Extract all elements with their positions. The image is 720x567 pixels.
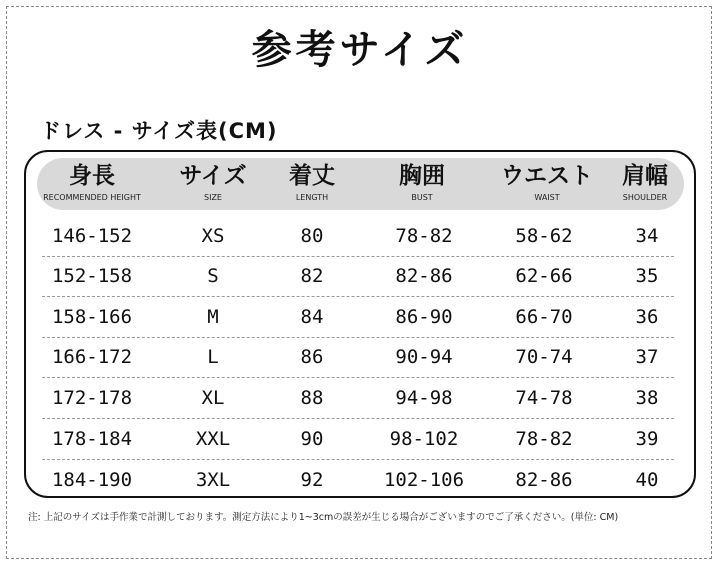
bust-cell: 98-102 <box>389 428 459 450</box>
table-row <box>42 337 674 378</box>
column-header-sublabel: WAIST <box>534 193 560 202</box>
size-cell: XL <box>201 387 225 409</box>
length-cell: 80 <box>300 225 324 247</box>
column-header-label: 肩幅 <box>622 163 668 189</box>
column-header-sublabel: LENGTH <box>295 193 329 202</box>
length-cell: 86 <box>300 346 324 368</box>
size-cell: 3XL <box>195 469 231 491</box>
column-header-sublabel: BUST <box>411 193 433 202</box>
size-cell: XXL <box>195 428 231 450</box>
height-cell: 166-172 <box>51 346 133 368</box>
bust-cell: 90-94 <box>395 346 453 368</box>
column-header-waist <box>501 162 593 204</box>
size-cell: L <box>207 346 219 368</box>
length-cell: 82 <box>300 265 324 287</box>
bust-cell: 86-90 <box>395 306 453 328</box>
shoulder-cell: 38 <box>635 387 659 409</box>
waist-cell: 78-82 <box>515 428 573 450</box>
column-header-bust <box>399 162 445 204</box>
size-cell: M <box>207 306 219 328</box>
height-cell: 158-166 <box>51 306 133 328</box>
bust-cell: 102-106 <box>383 469 465 491</box>
length-cell: 84 <box>300 306 324 328</box>
column-header-label: 身長 <box>68 163 115 189</box>
table-row <box>42 297 674 338</box>
table-row <box>42 256 674 297</box>
height-cell: 172-178 <box>51 387 133 409</box>
measurement-footnote: 注: 上記のサイズは手作業で計測しております。測定方法により1~3cmの誤差が生じる場合がございますのでご了承ください。(単位: CM) <box>28 512 619 523</box>
shoulder-cell: 39 <box>635 428 659 450</box>
bust-cell: 94-98 <box>395 387 453 409</box>
bust-cell: 82-86 <box>395 265 453 287</box>
height-cell: 152-158 <box>51 265 133 287</box>
table-row <box>42 378 674 419</box>
column-header-sublabel: SIZE <box>204 193 222 202</box>
size-chart-title: ドレス - サイズ表(CM) <box>40 119 278 143</box>
height-cell: 146-152 <box>51 225 133 247</box>
shoulder-cell: 35 <box>635 265 659 287</box>
waist-cell: 74-78 <box>515 387 573 409</box>
size-cell: S <box>207 265 219 287</box>
height-cell: 184-190 <box>51 469 133 491</box>
column-header-shoulder <box>622 162 668 204</box>
waist-cell: 82-86 <box>515 469 573 491</box>
column-header-label: サイズ <box>179 163 247 189</box>
column-header-label: 着丈 <box>289 163 335 189</box>
waist-cell: 62-66 <box>515 265 573 287</box>
column-header-sublabel: RECOMMENDED HEIGHT <box>43 193 141 202</box>
shoulder-cell: 36 <box>635 306 659 328</box>
waist-cell: 66-70 <box>515 306 573 328</box>
length-cell: 88 <box>300 387 324 409</box>
size-cell: XS <box>201 225 225 247</box>
bust-cell: 78-82 <box>395 225 453 247</box>
column-header-sublabel: SHOULDER <box>622 193 668 202</box>
column-header-label: 胸囲 <box>399 163 445 189</box>
shoulder-cell: 34 <box>635 225 659 247</box>
column-header-height <box>43 162 141 204</box>
page-title: 参考サイズ <box>251 27 469 73</box>
shoulder-cell: 40 <box>635 469 659 491</box>
length-cell: 92 <box>300 469 324 491</box>
column-header-label: ウエスト <box>501 163 593 189</box>
shoulder-cell: 37 <box>635 346 659 368</box>
table-row <box>42 419 674 460</box>
table-row <box>42 216 674 257</box>
length-cell: 90 <box>300 428 324 450</box>
table-row <box>42 460 674 500</box>
waist-cell: 58-62 <box>515 225 573 247</box>
height-cell: 178-184 <box>51 428 133 450</box>
waist-cell: 70-74 <box>515 346 573 368</box>
column-header-size <box>179 162 246 204</box>
column-header-length <box>289 162 335 204</box>
